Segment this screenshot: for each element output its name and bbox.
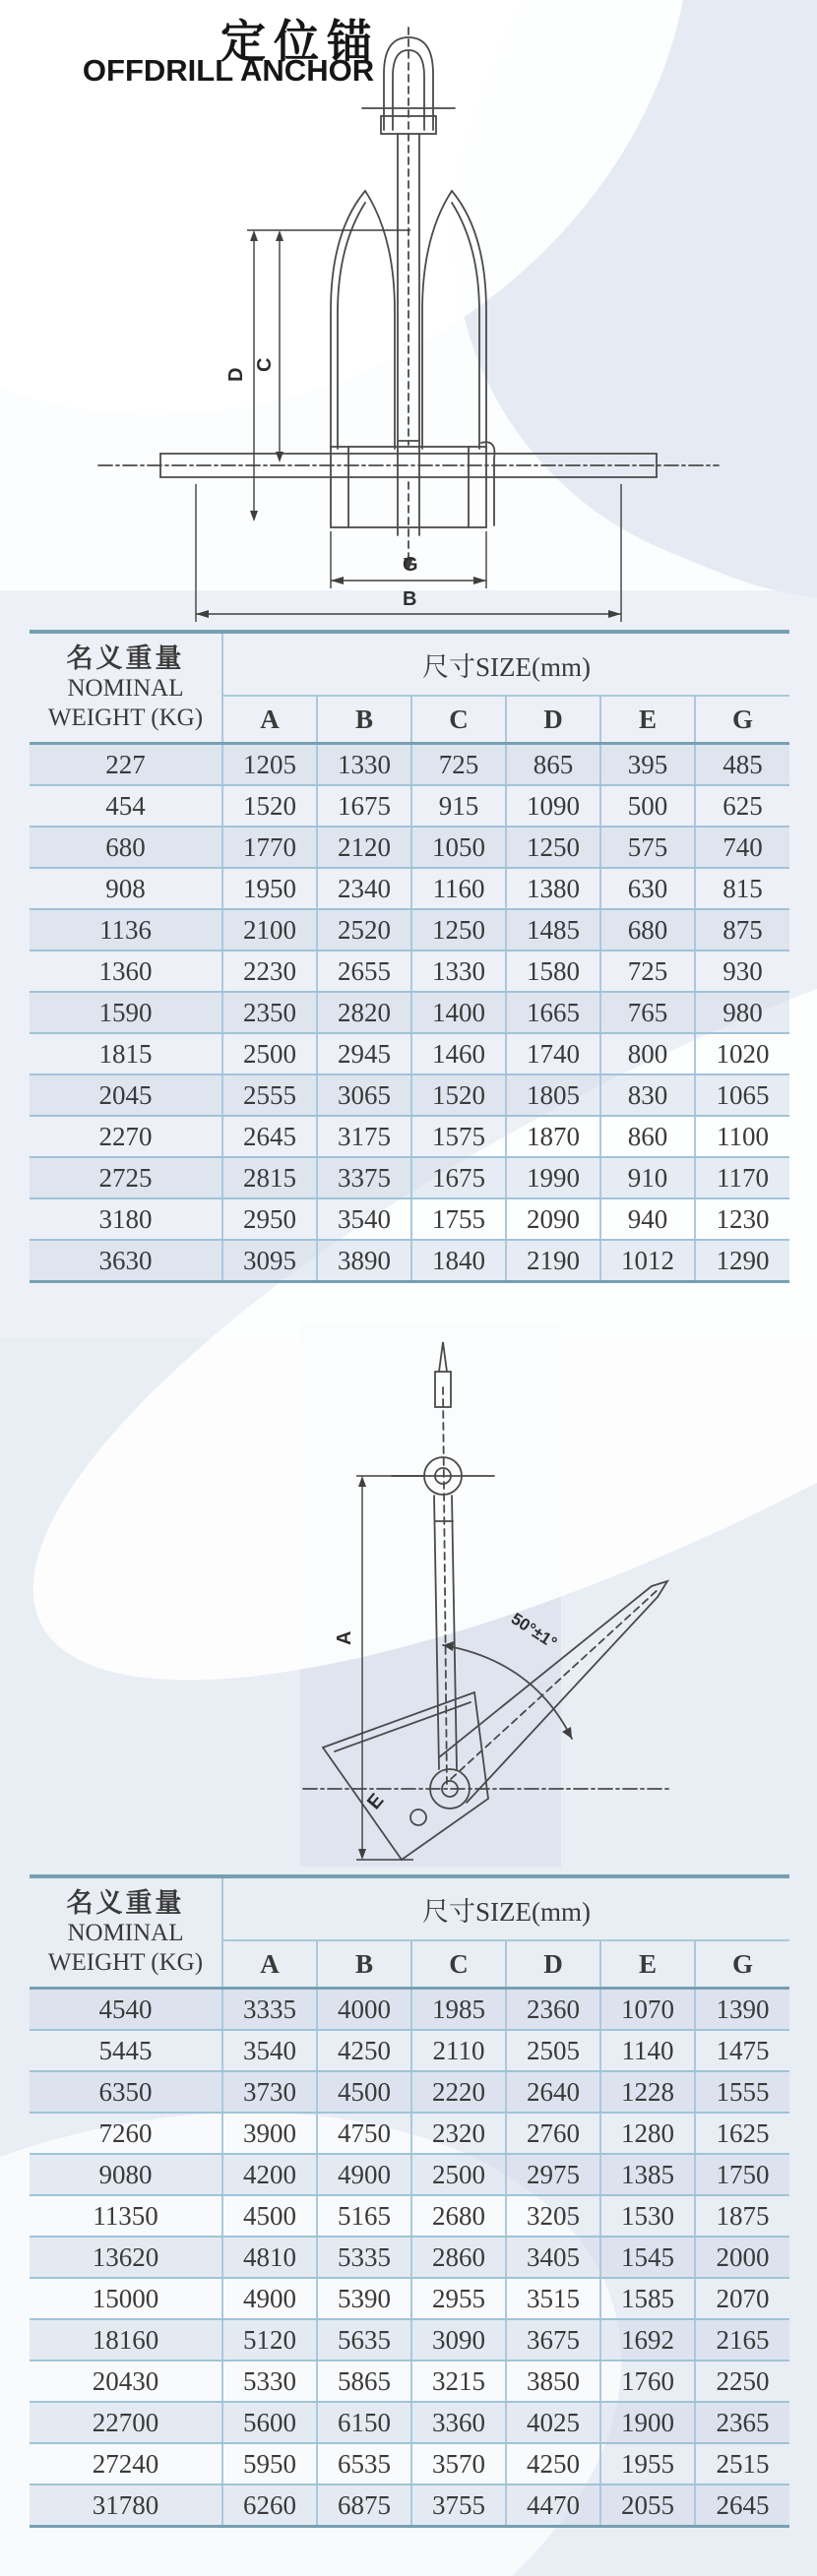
side-view-dimensions — [334, 1476, 560, 1860]
size-cell: 4000 — [317, 1989, 411, 2031]
size-cell: 2645 — [716, 2489, 770, 2520]
size-cell: 2505 — [506, 2030, 600, 2071]
page-title-chinese: 定位锚 — [220, 16, 380, 67]
size-cell: 3675 — [506, 2319, 600, 2361]
nominal-weight-cell: 3180 — [30, 1198, 222, 1240]
nominal-weight-cell: 1360 — [30, 951, 222, 992]
size-cell: 910 — [600, 1157, 695, 1198]
size-cell: 1170 — [695, 1157, 789, 1198]
size-cell: 2320 — [411, 2113, 506, 2154]
size-cell: 3360 — [411, 2402, 506, 2443]
size-cell: 1290 — [716, 1245, 770, 1275]
size-cell: 1585 — [600, 2278, 695, 2319]
size-cell: 2520 — [317, 909, 411, 951]
size-cell: 1020 — [695, 1033, 789, 1074]
size-cell: 2820 — [317, 992, 411, 1033]
size-cell: 1520 — [411, 1074, 506, 1116]
size-cell: 2090 — [506, 1198, 600, 1240]
table-row — [30, 1157, 789, 1198]
size-cell: 2815 — [222, 1157, 317, 1198]
size-table-large — [30, 1874, 789, 2528]
size-cell: 1065 — [695, 1074, 789, 1116]
size-cell: 875 — [695, 909, 789, 951]
size-cell: 2250 — [695, 2361, 789, 2402]
dim-label-c: C — [254, 357, 276, 372]
table-row — [30, 868, 789, 909]
table-row — [30, 2361, 789, 2402]
size-cell: 1205 — [222, 744, 317, 786]
table-row — [30, 2319, 789, 2361]
nominal-weight-cell: 3630 — [30, 1240, 222, 1282]
size-cell: 2070 — [695, 2278, 789, 2319]
size-cell: 4500 — [317, 2071, 411, 2113]
nominal-weight-cell: 5445 — [30, 2030, 222, 2071]
nominal-weight-cell: 227 — [30, 744, 222, 786]
size-cell: 3890 — [317, 1240, 411, 1282]
table-header — [30, 1876, 789, 1989]
size-cell: 1140 — [600, 2030, 695, 2071]
anchor-side-view-diagram — [246, 1328, 719, 1868]
size-cell: 1575 — [411, 1116, 506, 1157]
size-cell: 6535 — [317, 2443, 411, 2484]
table-row — [30, 2402, 789, 2443]
table-row — [30, 1198, 789, 1240]
size-cell: 2220 — [411, 2071, 506, 2113]
size-cell: 3375 — [317, 1157, 411, 1198]
size-cell: 1555 — [695, 2071, 789, 2113]
nominal-weight-cell: 6350 — [30, 2071, 222, 2113]
size-cell: 1900 — [600, 2402, 695, 2443]
size-cell: 5330 — [222, 2361, 317, 2402]
size-cell: 3540 — [317, 1198, 411, 1240]
size-cell: 6150 — [317, 2402, 411, 2443]
size-cell: 4025 — [506, 2402, 600, 2443]
size-header: 尺寸SIZE(mm) — [222, 632, 789, 696]
size-cell: 1580 — [506, 951, 600, 992]
table-row — [30, 1033, 789, 1074]
size-cell: 2950 — [222, 1198, 317, 1240]
size-cell: 1460 — [411, 1033, 506, 1074]
size-cell: 815 — [695, 868, 789, 909]
size-cell: 1990 — [506, 1157, 600, 1198]
size-cell: 940 — [600, 1198, 695, 1240]
size-cell: 5950 — [222, 2443, 317, 2484]
size-cell: 6260 — [222, 2484, 317, 2527]
column-header-c: C — [411, 1940, 506, 1989]
size-cell: 5635 — [317, 2319, 411, 2361]
size-cell: 725 — [411, 744, 506, 786]
crown-hook — [481, 442, 494, 525]
size-cell: 1475 — [695, 2030, 789, 2071]
nominal-weight-cell: 1136 — [30, 909, 222, 951]
nominal-weight-cell: 1590 — [30, 992, 222, 1033]
dim-label-g: G — [403, 554, 418, 576]
table-row — [30, 744, 789, 786]
nominal-weight-cell: 22700 — [30, 2402, 222, 2443]
nominal-weight-cell: 18160 — [30, 2319, 222, 2361]
column-header-b: B — [317, 696, 411, 744]
size-cell: 1280 — [600, 2113, 695, 2154]
column-header-e: E — [600, 1940, 695, 1989]
table-header — [30, 632, 789, 744]
dim-label-angle: 50°±1° — [507, 1609, 561, 1653]
size-cell: 800 — [600, 1033, 695, 1074]
size-cell: 1050 — [411, 827, 506, 868]
size-cell: 2500 — [222, 1033, 317, 1074]
size-cell: 1665 — [506, 992, 600, 1033]
nominal-weight-cell: 680 — [30, 827, 222, 868]
table-row — [30, 2030, 789, 2071]
table-row — [30, 2484, 789, 2527]
table-row — [30, 785, 789, 827]
size-cell: 1545 — [600, 2237, 695, 2278]
size-cell: 4900 — [317, 2154, 411, 2195]
nominal-weight-cell: 13620 — [30, 2237, 222, 2278]
size-cell: 1330 — [411, 951, 506, 992]
size-cell: 3095 — [222, 1240, 317, 1282]
size-cell: 6875 — [317, 2484, 411, 2527]
size-cell: 725 — [600, 951, 695, 992]
column-header-a: A — [222, 1940, 317, 1989]
nominal-weight-cell: 31780 — [30, 2484, 222, 2527]
size-cell: 1740 — [506, 1033, 600, 1074]
size-cell: 3090 — [411, 2319, 506, 2361]
size-cell: 5165 — [317, 2195, 411, 2237]
anchor-side-drawing — [303, 1342, 671, 1860]
size-cell: 2645 — [222, 1116, 317, 1157]
table-row — [30, 2278, 789, 2319]
size-cell: 1870 — [506, 1116, 600, 1157]
size-cell: 1675 — [411, 1157, 506, 1198]
column-header-e: E — [600, 696, 695, 744]
size-cell: 3065 — [317, 1074, 411, 1116]
page-title-english: OFFDRILL ANCHOR — [82, 53, 375, 88]
size-cell: 1070 — [600, 1989, 695, 2031]
size-cell: 2120 — [317, 827, 411, 868]
size-cell: 3515 — [506, 2278, 600, 2319]
size-cell: 1250 — [506, 827, 600, 868]
size-cell: 485 — [695, 744, 789, 786]
column-header-d: D — [506, 696, 600, 744]
size-cell: 3900 — [222, 2113, 317, 2154]
size-cell: 3215 — [411, 2361, 506, 2402]
nominal-weight-cell: 27240 — [30, 2443, 222, 2484]
size-cell: 2100 — [222, 909, 317, 951]
size-cell: 740 — [695, 827, 789, 868]
size-cell: 2680 — [411, 2195, 506, 2237]
nominal-weight-cell: 15000 — [30, 2278, 222, 2319]
size-cell: 3755 — [411, 2484, 506, 2527]
size-cell: 3175 — [317, 1116, 411, 1157]
table-row — [30, 2113, 789, 2154]
size-cell: 2760 — [506, 2113, 600, 2154]
table-row — [30, 1240, 789, 1282]
size-cell: 2055 — [600, 2484, 695, 2527]
nominal-weight-cell: 4540 — [30, 1989, 222, 2031]
size-cell: 500 — [600, 785, 695, 827]
size-cell: 1100 — [695, 1116, 789, 1157]
table-row — [30, 1074, 789, 1116]
size-cell: 3570 — [411, 2443, 506, 2484]
size-cell: 2975 — [506, 2154, 600, 2195]
size-cell: 630 — [600, 868, 695, 909]
weight-header-cn: 名义重量 — [66, 643, 185, 673]
size-cell: 3335 — [222, 1989, 317, 2031]
weight-header-en-1: NOMINAL — [67, 675, 184, 703]
table-row — [30, 992, 789, 1033]
size-cell: 1675 — [317, 785, 411, 827]
nominal-weight-cell: 11350 — [30, 2195, 222, 2237]
size-cell: 3405 — [506, 2237, 600, 2278]
size-cell: 5390 — [317, 2278, 411, 2319]
anchor-front-drawing — [98, 28, 719, 571]
dim-label-a: A — [334, 1630, 355, 1645]
size-cell: 5120 — [222, 2319, 317, 2361]
size-cell: 1950 — [222, 868, 317, 909]
table-row — [30, 2443, 789, 2484]
table-row — [30, 2154, 789, 2195]
size-cell: 1805 — [506, 1074, 600, 1116]
size-cell: 4200 — [222, 2154, 317, 2195]
size-cell: 2640 — [506, 2071, 600, 2113]
size-cell: 1400 — [411, 992, 506, 1033]
size-cell: 4250 — [317, 2030, 411, 2071]
size-cell: 2555 — [222, 1074, 317, 1116]
size-cell: 1380 — [506, 868, 600, 909]
size-cell: 2955 — [411, 2278, 506, 2319]
size-cell: 2500 — [411, 2154, 506, 2195]
size-cell: 1385 — [600, 2154, 695, 2195]
nominal-weight-cell: 2270 — [30, 1116, 222, 1157]
table-row — [30, 909, 789, 951]
size-cell: 2110 — [411, 2030, 506, 2071]
dim-label-d: D — [225, 367, 247, 382]
size-cell: 5600 — [222, 2402, 317, 2443]
size-cell: 680 — [600, 909, 695, 951]
table-row — [30, 1989, 789, 2031]
weight-header-cn: 名义重量 — [66, 1887, 185, 1918]
size-cell: 625 — [695, 785, 789, 827]
size-cell: 860 — [600, 1116, 695, 1157]
size-cell: 930 — [695, 951, 789, 992]
anchor-front-view-diagram — [84, 20, 733, 630]
nominal-weight-cell: 20430 — [30, 2361, 222, 2402]
column-header-g: G — [695, 696, 789, 744]
size-cell: 3850 — [506, 2361, 600, 2402]
weight-header-en-2: WEIGHT (KG) — [47, 704, 204, 731]
nominal-weight-cell: 7260 — [30, 2113, 222, 2154]
dim-label-b: B — [403, 588, 417, 610]
nominal-weight-cell: 908 — [30, 868, 222, 909]
column-header-c: C — [411, 696, 506, 744]
nominal-weight-header — [30, 1876, 222, 1989]
size-cell: 1520 — [222, 785, 317, 827]
size-cell: 3540 — [222, 2030, 317, 2071]
size-cell: 980 — [695, 992, 789, 1033]
weight-header-en-1: NOMINAL — [67, 1920, 184, 1947]
size-cell: 4750 — [317, 2113, 411, 2154]
nominal-weight-cell: 1815 — [30, 1033, 222, 1074]
size-cell: 1530 — [600, 2195, 695, 2237]
size-cell: 915 — [411, 785, 506, 827]
size-cell: 2165 — [695, 2319, 789, 2361]
table-row — [30, 827, 789, 868]
size-cell: 1250 — [411, 909, 506, 951]
size-cell: 1985 — [411, 1989, 506, 2031]
column-header-a: A — [222, 696, 317, 744]
size-cell: 1330 — [317, 744, 411, 786]
size-cell: 1160 — [411, 868, 506, 909]
size-cell: 4900 — [222, 2278, 317, 2319]
table-row — [30, 2071, 789, 2113]
size-cell: 2190 — [506, 1240, 600, 1282]
table-body — [30, 1989, 789, 2527]
size-cell: 2515 — [695, 2443, 789, 2484]
size-cell: 1625 — [695, 2113, 789, 2154]
size-cell: 1485 — [506, 909, 600, 951]
table-body — [30, 744, 789, 1282]
column-header-b: B — [317, 1940, 411, 1989]
size-cell: 2340 — [317, 868, 411, 909]
size-cell: 3205 — [506, 2195, 600, 2237]
nominal-weight-header — [30, 632, 222, 744]
size-cell: 865 — [506, 744, 600, 786]
size-cell: 3730 — [222, 2071, 317, 2113]
column-header-g: G — [695, 1940, 789, 1989]
size-cell: 1955 — [600, 2443, 695, 2484]
size-cell: 1750 — [695, 2154, 789, 2195]
size-cell: 1692 — [600, 2319, 695, 2361]
table-row — [30, 2237, 789, 2278]
size-cell: 4470 — [506, 2484, 600, 2527]
size-cell: 2365 — [695, 2402, 789, 2443]
size-cell: 395 — [600, 744, 695, 786]
size-cell: 575 — [600, 827, 695, 868]
table-row — [30, 1116, 789, 1157]
size-cell: 2360 — [506, 1989, 600, 2031]
size-cell: 2350 — [222, 992, 317, 1033]
column-header-d: D — [506, 1940, 600, 1989]
size-cell: 1228 — [600, 2071, 695, 2113]
size-cell: 5865 — [317, 2361, 411, 2402]
size-cell: 765 — [600, 992, 695, 1033]
size-cell: 830 — [600, 1074, 695, 1116]
size-cell: 1840 — [411, 1240, 506, 1282]
size-cell: 2655 — [317, 951, 411, 992]
size-cell: 2860 — [411, 2237, 506, 2278]
size-cell: 1755 — [411, 1198, 506, 1240]
size-table-small — [30, 630, 789, 1283]
table-row — [30, 2195, 789, 2237]
table-row — [30, 951, 789, 992]
nominal-weight-cell: 454 — [30, 785, 222, 827]
nominal-weight-cell: 2725 — [30, 1157, 222, 1198]
nominal-weight-cell: 2045 — [30, 1074, 222, 1116]
size-cell: 1012 — [600, 1240, 695, 1282]
size-cell: 4500 — [222, 2195, 317, 2237]
size-cell: 2945 — [317, 1033, 411, 1074]
weight-header-en-2: WEIGHT (KG) — [47, 1948, 204, 1976]
size-cell: 1770 — [222, 827, 317, 868]
size-cell: 1230 — [695, 1198, 789, 1240]
dim-label-e: E — [362, 1789, 389, 1814]
size-cell: 2230 — [222, 951, 317, 992]
size-cell: 5335 — [317, 2237, 411, 2278]
size-cell: 1760 — [600, 2361, 695, 2402]
size-cell: 4810 — [222, 2237, 317, 2278]
size-header: 尺寸SIZE(mm) — [222, 1876, 789, 1940]
size-cell: 2000 — [695, 2237, 789, 2278]
size-cell: 1875 — [695, 2195, 789, 2237]
size-cell: 4250 — [506, 2443, 600, 2484]
size-cell: 1390 — [695, 1989, 789, 2031]
nominal-weight-cell: 9080 — [30, 2154, 222, 2195]
size-cell: 1090 — [506, 785, 600, 827]
